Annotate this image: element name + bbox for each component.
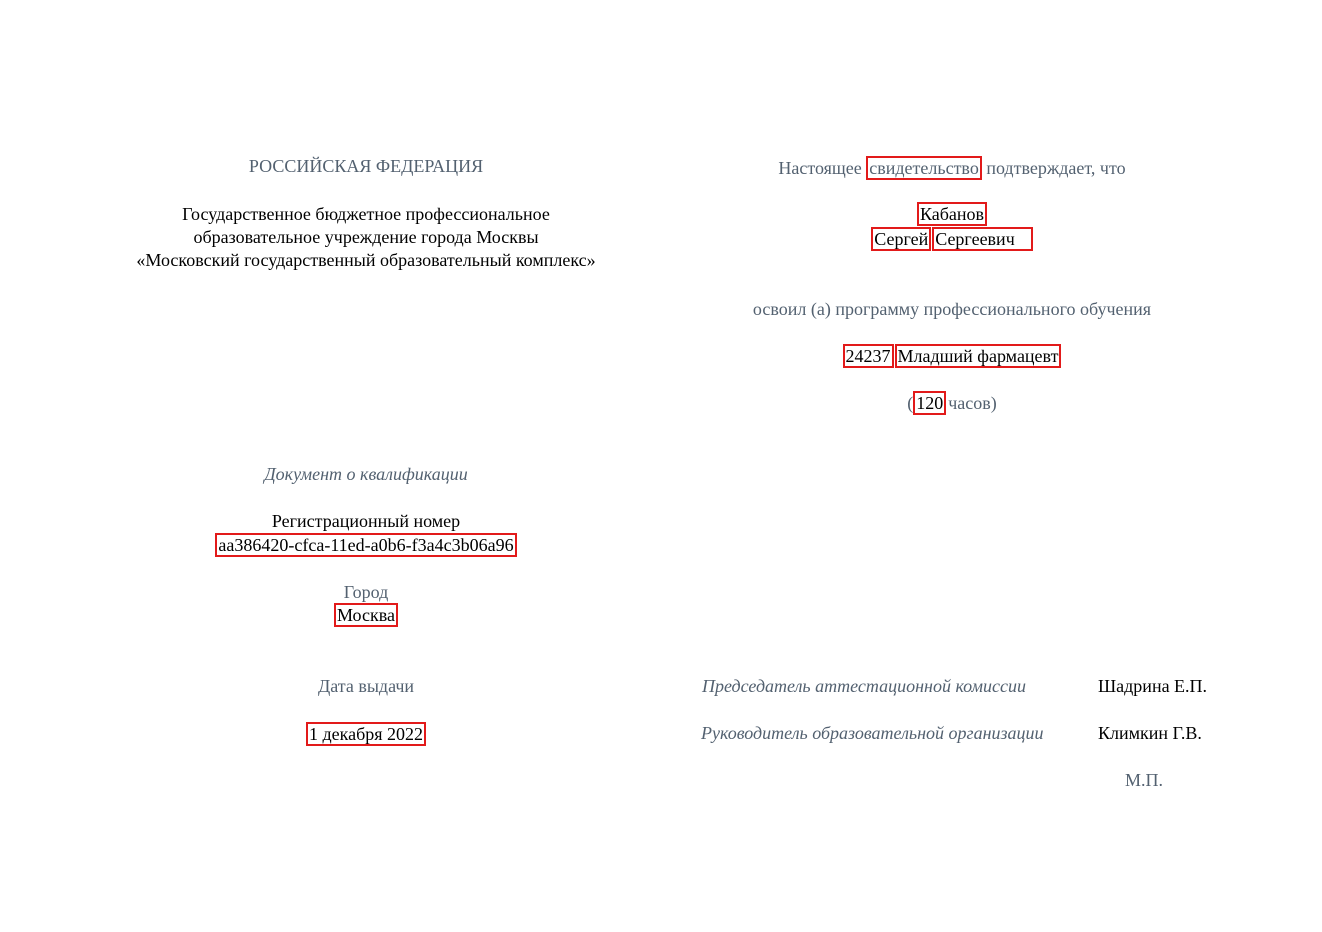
document-type-label: Документ о квалификации [264,464,468,484]
certificate-suffix: подтверждает, что [986,158,1126,178]
program-code: 24237 [843,344,894,368]
chair-label: Председатель аттестационной комиссии [702,676,1026,696]
seal-place: М.П. [1125,770,1164,790]
hours-close: часов) [948,393,997,413]
program-row [652,344,1252,368]
last-name-row [652,202,1252,226]
program-name: Младший фармацевт [895,344,1062,368]
issue-date-label: Дата выдачи [317,676,415,696]
hours-open: ( [907,393,914,413]
city-value: Москва [334,603,398,627]
head-name: Климкин Г.В. [1098,723,1202,743]
issue-date-value: 1 декабря 2022 [306,722,426,746]
organization-line-3: «Московский государственный образовательный комплекс» [136,250,596,270]
city-row [66,603,666,627]
certificate-word: свидетельство [866,156,982,180]
organization-name [66,203,666,271]
registration-number-row [66,533,666,557]
certificate-prefix: Настоящее [778,158,862,178]
hours-row [652,391,1252,415]
issue-date-row [66,722,666,746]
city-label: Город [343,582,389,602]
first-name-value: Сергей [871,227,931,251]
registration-number-value: aa386420-cfca-11ed-a0b6-f3a4c3b06a96 [215,533,516,557]
chair-name: Шадрина Е.П. [1098,676,1208,696]
registration-number-label: Регистрационный номер [271,511,461,531]
last-name-value: Кабанов [917,202,987,226]
organization-line-1: Государственное бюджетное профессиональное [182,204,550,224]
patronymic-value: Сергеевич [932,227,1033,251]
hours-value: 120 [913,391,946,415]
mastered-program-text: освоил (а) программу профессионального обучения [752,299,1152,319]
first-patronymic-row [652,227,1252,251]
certificate-statement [652,156,1252,180]
country-title: РОССИЙСКАЯ ФЕДЕРАЦИЯ [248,156,484,176]
head-label: Руководитель образовательной организации [701,723,1044,743]
organization-line-2: образовательное учреждение города Москвы [193,227,539,247]
